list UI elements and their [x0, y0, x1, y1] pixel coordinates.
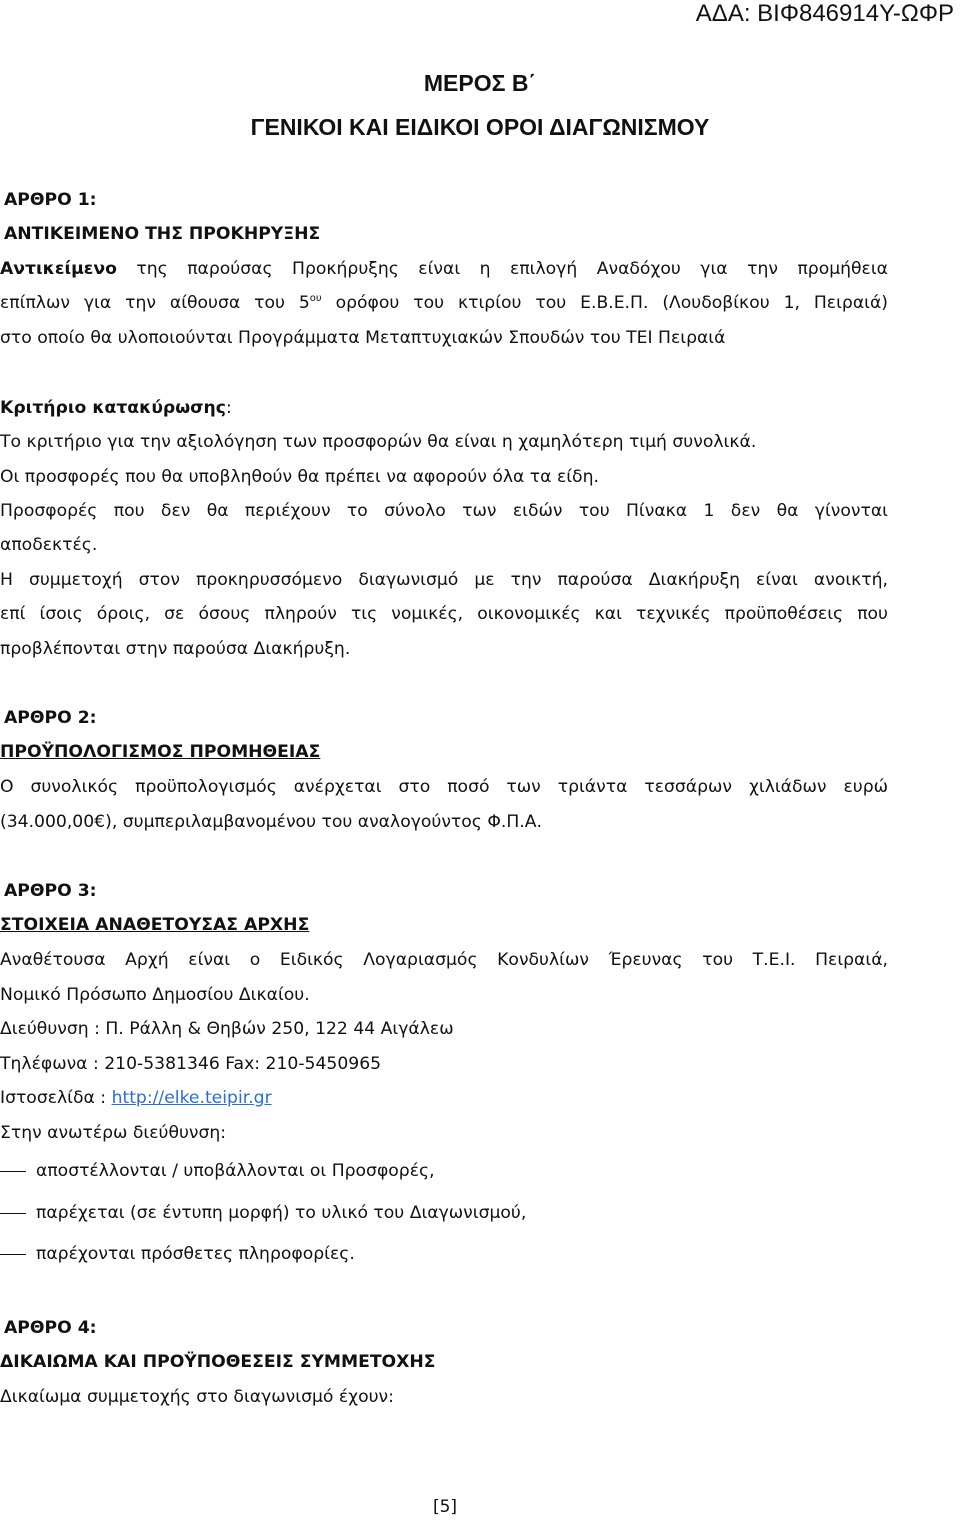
participation-line-3: προβλέπονται στην παρούσα Διακήρυξη.	[0, 639, 351, 659]
address-line: Διεύθυνση : Π. Ράλλη & Θηβών 250, 122 44 Αιγάλεω	[0, 1019, 454, 1039]
participation-line-2: επί ίσοις όροις, σε όσους πληρούν τις νομικές, οικονομικές και τεχνικές προϋποθέσεις που	[0, 604, 888, 624]
list-item: αποστέλλονται / υποβάλλονται οι Προσφορές,	[36, 1161, 435, 1181]
subject-term: Αντικείμενο	[0, 259, 117, 279]
phones-line: Τηλέφωνα : 210-5381346 Fax: 210-5450965	[0, 1054, 382, 1074]
part-title: ΜΕΡΟΣ Β΄	[423, 70, 537, 96]
authority-line-1: Αναθέτουσα Αρχή είναι ο Ειδικός Λογαριασμός Κονδυλίων Έρευνας του Τ.Ε.Ι. Πειραιά,	[0, 950, 888, 970]
article-1-label: ΑΡΘΡΟ 1:	[4, 190, 97, 210]
eligibility-line: Δικαίωμα συμμετοχής στο διαγωνισμό έχουν:	[0, 1387, 394, 1407]
page-number: [5]	[432, 1497, 458, 1517]
text-fragment: της παρούσας Προκήρυξης είναι η επιλογή Αναδόχου για την προμήθεια	[116, 259, 888, 279]
criterion-line-3: Προσφορές που δεν θα περιέχουν το σύνολο των ειδών του Πίνακα 1 δεν θα γίνονται	[0, 501, 888, 521]
article-1-text-line-3: στο οποίο θα υλοποιούνται Προγράμματα Μεταπτυχιακών Σπουδών του ΤΕΙ Πειραιά	[0, 328, 726, 348]
bullet-dash-icon	[0, 1213, 26, 1214]
bullet-dash-icon	[0, 1171, 26, 1172]
criterion-line-1: Το κριτήριο για την αξιολόγηση των προσφορών θα είναι η χαμηλότερη τιμή συνολικά.	[0, 432, 757, 452]
article-4-heading: ΔΙΚΑΙΩΜΑ ΚΑΙ ΠΡΟΫΠΟΘΕΣΕΙΣ ΣΥΜΜΕΤΟΧΗΣ	[0, 1352, 436, 1372]
article-3-label: ΑΡΘΡΟ 3:	[4, 881, 97, 901]
criterion-line-2: Οι προσφορές που θα υποβληθούν θα πρέπει να αφορούν όλα τα είδη.	[0, 467, 599, 487]
budget-line-1: Ο συνολικός προϋπολογισμός ανέρχεται στο ποσό των τριάντα τεσσάρων χιλιάδων ευρώ	[0, 777, 888, 797]
ada-code: ΑΔΑ: ΒΙΦ846914Υ-ΩΦΡ	[695, 0, 954, 27]
article-2-label: ΑΡΘΡΟ 2:	[4, 708, 97, 728]
article-4-label: ΑΡΘΡΟ 4:	[4, 1318, 97, 1338]
website-label: Ιστοσελίδα :	[0, 1088, 112, 1108]
website-line	[0, 1086, 888, 1110]
article-3-heading: ΣΤΟΙΧΕΙΑ ΑΝΑΘΕΤΟΥΣΑΣ ΑΡΧΗΣ	[0, 915, 310, 935]
criterion-term: Κριτήριο κατακύρωσης	[0, 398, 226, 418]
budget-line-2: (34.000,00€), συμπεριλαμβανομένου του αναλογούντος Φ.Π.Α.	[0, 812, 542, 832]
article-1-text-line-1	[0, 257, 888, 281]
floor-superscript: ου	[309, 293, 322, 304]
criterion-heading	[0, 396, 888, 420]
criterion-line-4: αποδεκτές.	[0, 535, 98, 555]
participation-line-1: Η συμμετοχή στον προκηρυσσόμενο διαγωνισμό με την παρούσα Διακήρυξη είναι ανοικτή,	[0, 570, 888, 590]
article-2-heading: ΠΡΟΫΠΟΛΟΓΙΣΜΟΣ ΠΡΟΜΗΘΕΙΑΣ	[0, 742, 321, 762]
criterion-colon: :	[225, 398, 232, 418]
text-fragment: επίπλων για την αίθουσα του 5	[0, 293, 310, 313]
part-subtitle: ΓΕΝΙΚΟΙ ΚΑΙ ΕΙΔΙΚΟΙ ΟΡΟΙ ΔΙΑΓΩΝΙΣΜΟΥ	[250, 114, 710, 140]
bullet-dash-icon	[0, 1254, 26, 1255]
authority-line-2: Νομικό Πρόσωπο Δημοσίου Δικαίου.	[0, 985, 310, 1005]
text-fragment: ορόφου του κτιρίου του Ε.Β.Ε.Π. (Λουδοβίκου 1, Πειραιά)	[321, 293, 888, 313]
article-1-heading: ΑΝΤΙΚΕΙΜΕΝΟ ΤΗΣ ΠΡΟΚΗΡΥΞΗΣ	[4, 224, 321, 244]
article-1-text-line-2	[0, 291, 888, 315]
list-item: παρέχονται πρόσθετες πληροφορίες.	[36, 1244, 355, 1264]
list-item: παρέχεται (σε έντυπη μορφή) το υλικό του Διαγωνισμού,	[36, 1203, 527, 1223]
address-intro: Στην ανωτέρω διεύθυνση:	[0, 1123, 227, 1143]
website-link[interactable]: http://elke.teipir.gr	[111, 1088, 272, 1108]
